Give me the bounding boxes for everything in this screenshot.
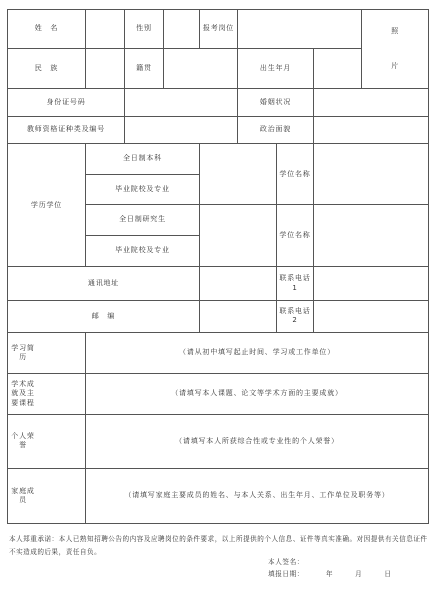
phone-field-1[interactable]: [314, 267, 429, 301]
study-work-hint: （请从初中填写起止时间、学习或工作单位）: [179, 348, 335, 357]
position-field[interactable]: [238, 10, 362, 49]
date-label: 填报日期：: [268, 570, 304, 578]
undergrad-field[interactable]: [200, 144, 277, 205]
commitment-text: 本人郑重承诺：本人已熟知招聘公告的内容及应聘岗位的条件要求，以上所提供的个人信息、证件等真实准确。对因提供有关信息证件不实造成的后果，责任自负。: [9, 535, 428, 556]
date-day: 日: [384, 570, 392, 578]
signature-label: 本人签名：: [268, 558, 304, 566]
family-label-text: 家庭成员: [11, 486, 35, 504]
photo-label-bottom: 片: [391, 62, 399, 71]
date-line: [268, 568, 418, 580]
row-post: [8, 301, 429, 333]
signature-line: [268, 556, 418, 568]
phone-label-2: 联系电话2: [277, 301, 314, 333]
school-major-label-2: 毕业院校及专业: [86, 235, 200, 267]
row-academic: [8, 374, 429, 415]
study-work-label: [8, 332, 86, 374]
political-label: 政治面貌: [238, 116, 314, 143]
honors-label: [8, 415, 86, 469]
id-field[interactable]: [125, 89, 238, 116]
fulltime-grad-label: 全日制研究生: [86, 205, 200, 236]
photo-label-top: 照: [391, 26, 399, 35]
address-label: 通讯地址: [8, 267, 200, 301]
native-place-label: 籍贯: [125, 48, 164, 89]
position-label: 报考岗位: [200, 10, 238, 49]
signature-block: [268, 556, 418, 580]
row-address: [8, 267, 429, 301]
gender-field[interactable]: [164, 10, 200, 49]
family-field[interactable]: [86, 468, 429, 523]
study-work-field[interactable]: [86, 332, 429, 374]
teacher-cert-label: 教师资格证种类及编号: [8, 116, 125, 143]
marital-field[interactable]: [314, 89, 429, 116]
id-label: 身份证号码: [8, 89, 125, 116]
date-month: 月: [355, 570, 363, 578]
row-family: [8, 468, 429, 523]
ethnicity-field[interactable]: [86, 48, 125, 89]
row-honors: [8, 415, 429, 469]
row-name: [8, 10, 429, 49]
ethnicity-label: 民 族: [8, 48, 86, 89]
phone-field-2[interactable]: [314, 301, 429, 333]
row-study-work: [8, 332, 429, 374]
degree-label-1: 学位名称: [277, 144, 314, 205]
application-form-table: [7, 9, 429, 524]
education-label: [8, 144, 86, 267]
birth-field[interactable]: [314, 48, 362, 89]
post-field[interactable]: [200, 301, 277, 333]
family-hint: （请填写家庭主要成员的姓名、与本人关系、出生年月、工作单位及职务等）: [124, 491, 390, 500]
row-id: [8, 89, 429, 116]
fulltime-undergrad-label: 全日制本科: [86, 144, 200, 175]
name-label: 姓 名: [8, 10, 86, 49]
date-year: 年: [325, 570, 334, 578]
honors-field[interactable]: [86, 415, 429, 469]
education-label-text: 学历学位: [30, 200, 63, 209]
degree-field-1[interactable]: [314, 144, 429, 205]
political-field[interactable]: [314, 116, 429, 143]
school-major-label-1: 毕业院校及专业: [86, 174, 200, 205]
study-work-label-text: 学习简历: [11, 343, 35, 361]
native-place-field[interactable]: [164, 48, 238, 89]
grad-field[interactable]: [200, 205, 277, 267]
birth-label: 出生年月: [238, 48, 314, 89]
row-undergrad: [8, 144, 429, 175]
family-label: [8, 468, 86, 523]
post-label: 邮 编: [8, 301, 200, 333]
phone-label-1: 联系电话1: [277, 267, 314, 301]
name-field[interactable]: [86, 10, 125, 49]
degree-label-2: 学位名称: [277, 205, 314, 267]
marital-label: 婚姻状况: [238, 89, 314, 116]
honors-label-text: 个人荣誉: [11, 432, 35, 450]
gender-label: 性别: [125, 10, 164, 49]
honors-hint: （请填写本人所获综合性或专业性的个人荣誉）: [175, 436, 339, 445]
teacher-cert-field[interactable]: [125, 116, 238, 143]
degree-field-2[interactable]: [314, 205, 429, 267]
photo-box[interactable]: [362, 10, 429, 89]
academic-label-text: 学术成就及主要课程: [11, 379, 35, 407]
academic-field[interactable]: [86, 374, 429, 415]
address-field[interactable]: [200, 267, 277, 301]
academic-hint: （请填写本人课题、论文等学术方面的主要成就）: [171, 389, 343, 398]
academic-label: [8, 374, 86, 415]
row-teacher-cert: [8, 116, 429, 143]
